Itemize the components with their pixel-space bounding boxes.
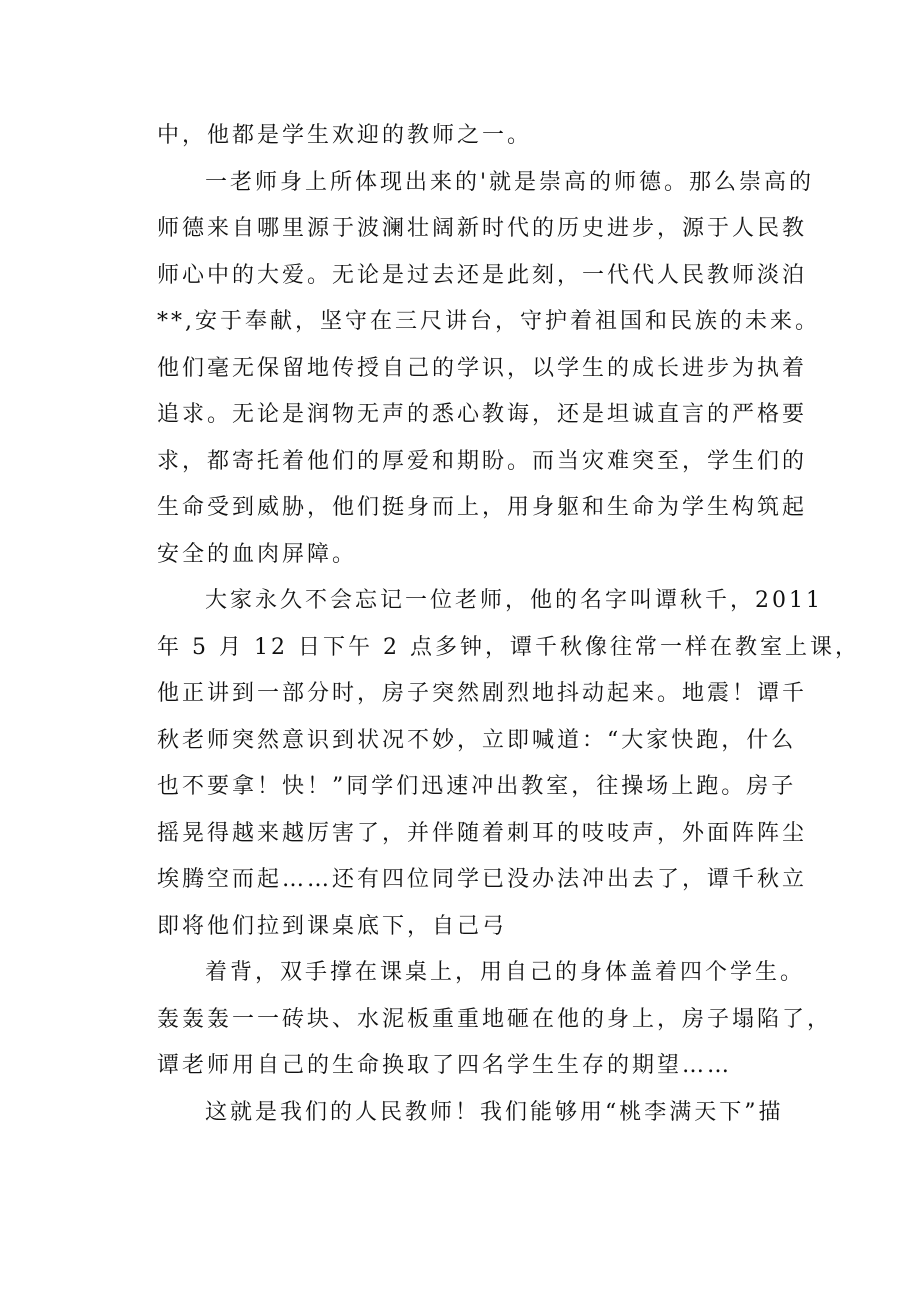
body-text [157,113,860,1136]
text-line: 师心中的大爱。无论是过去还是此刻，一代代人民教师淡泊 [157,262,808,288]
text-line: 谭老师用自己的生命换取了四名学生生存的期望…… [157,1053,733,1078]
text-line: 大家永久不会忘记一位老师，他的名字叫谭秋千，2011 [205,588,823,613]
paragraph [157,578,860,950]
text-line: 他正讲到一部分时，房子突然剧烈地抖动起来。地震！谭千 [157,681,808,706]
paragraph [157,950,833,1090]
text-line: 中，他都是学生欢迎的教师之一。 [157,123,533,148]
text-line: 摇晃得越来越厉害了，并伴随着刺耳的吱吱声，外面阵阵尘 [157,820,808,846]
text-line: 安全的血肉屏障。 [157,541,358,567]
text-line: 秋老师突然意识到状况不妙，立即喊道：“大家快跑，什么 [157,727,797,753]
text-line: 着背，双手撑在课桌上，用自己的身体盖着四个学生。 [205,960,806,985]
paragraph [157,1090,784,1137]
text-line: 追求。无论是润物无声的悉心教诲，还是坦诚直言的严格要 [157,402,808,427]
text-line: 也不要拿！快！”同学们迅速冲出教室，往操场上跑。房子 [157,774,797,799]
text-line: 轰轰轰一一砖块、水泥板重重地砸在他的身上，房子塌陷了， [157,1006,833,1032]
paragraph [157,113,777,160]
text-line: 一老师身上所体现出来的'就是崇高的师德。那么崇高的 [205,169,815,195]
text-line: 生命受到威胁，他们挺身而上，用身躯和生命为学生构筑起 [157,495,808,520]
paragraph [157,160,820,579]
text-line: 埃腾空而起……还有四位同学已没办法冲出去了，谭千秋立 [157,867,808,892]
text-line: 即将他们拉到课桌底下，自己弓 [157,913,508,939]
text-line: 求，都寄托着他们的厚爱和期盼。而当灾难突至，学生们的 [157,448,808,474]
text-line: 他们毫无保留地传授自己的学识，以学生的成长进步为执着 [157,355,808,381]
text-line: 这就是我们的人民教师！我们能够用“桃李满天下”描 [205,1099,784,1125]
text-line: 年 5 月 12 日下午 2 点多钟，谭千秋像往常一样在教室上课， [157,634,860,660]
text-line: 师德来自哪里源于波澜壮阔新时代的历史进步，源于人民教 [157,216,808,241]
text-line: **,安于奉献，坚守在三尺讲台，守护着祖国和民族的未来。 [157,309,820,334]
